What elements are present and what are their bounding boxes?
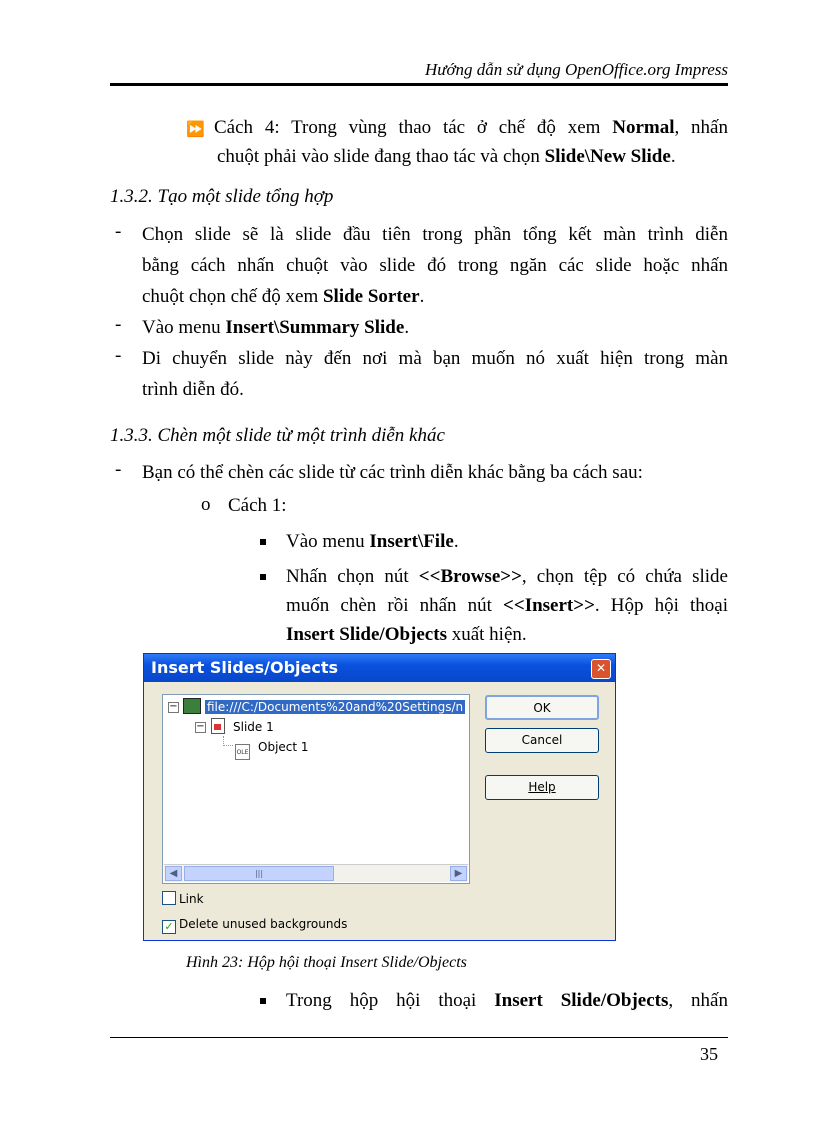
way1-label: Cách 1: [228,495,287,516]
section132-item1-line3: chuột chọn chế độ xem Slide Sorter. [142,286,425,307]
section132-item2: Vào menu Insert\Summary Slide. [142,317,410,338]
section-132-title: 1.3.2. Tạo một slide tổng hợp [110,186,334,207]
collapse-icon[interactable]: − [169,701,178,712]
dash-bullet: - [115,459,122,480]
step2-line3: Insert Slide/Objects xuất hiện. [286,624,527,645]
square-bullet-icon [260,539,266,545]
tree-object-node[interactable]: OLE Object 1 [235,738,309,756]
page-number: 35 [700,1044,718,1064]
tree-line [223,745,233,747]
dash-bullet: - [115,314,122,335]
ok-button[interactable]: OK [485,695,599,720]
way4-line1: Cách 4: Trong vùng thao tác ở chế độ xem Normal, nhấn [214,117,728,138]
step3-line: Trong hộp hội thoại Insert Slide/Objects, nhấn [286,990,728,1011]
square-bullet-icon [260,574,266,580]
page-header: Hướng dẫn sử dụng OpenOffice.org Impress [424,60,728,79]
section-133-title: 1.3.3. Chèn một slide từ một trình diễn khác [110,425,445,446]
section132-item3-line1: Di chuyển slide này đến nơi mà bạn muốn nó xuất hiện trong màn [142,348,728,369]
dash-bullet: - [115,345,122,366]
footer-rule [110,1037,728,1038]
close-icon[interactable]: ✕ [591,659,611,679]
link-option[interactable]: Link [162,891,204,907]
delete-unused-backgrounds-checkbox[interactable]: ✓ [162,920,176,934]
way4-line2: chuột phải vào slide đang thao tác và chọn Slide\New Slide. [217,146,676,167]
step2-line2: muốn chèn rồi nhấn nút <<Insert>>. Hộp hội thoại [286,595,728,616]
ole-object-icon: OLE [235,744,250,760]
tree-slide-node[interactable]: Slide 1 [211,718,274,736]
horizontal-scrollbar[interactable] [164,864,468,882]
square-bullet-icon [260,998,266,1004]
section133-intro: Bạn có thể chèn các slide từ các trình diễn khác bằng ba cách sau: [142,462,643,483]
dialog-titlebar [144,654,615,682]
scroll-right-icon[interactable]: ▶ [450,866,467,881]
collapse-icon[interactable]: − [196,721,205,732]
header-rule [110,83,728,86]
slide-icon [211,718,225,734]
dialog-title: Insert Slides/Objects [151,658,339,677]
figure-caption: Hình 23: Hộp hội thoại Insert Slide/Objects [186,954,467,971]
delete-unused-backgrounds-option[interactable]: ✓ Delete unused backgrounds [162,916,347,932]
dash-bullet: - [115,221,122,242]
help-button[interactable]: Help [485,775,599,800]
cancel-button[interactable]: Cancel [485,728,599,753]
tree-root-node[interactable]: file:///C:/Documents%20and%20Settings/n [183,698,465,716]
link-checkbox[interactable] [162,891,176,905]
circle-bullet-icon: o [201,494,211,515]
slide-tree[interactable] [162,694,470,884]
scroll-left-icon[interactable]: ◀ [165,866,182,881]
insert-slides-objects-dialog [143,653,616,941]
section132-item1-line2: bằng cách nhấn chuột vào slide đó trong ngăn các slide hoặc nhấn [142,255,728,276]
section132-item3-line2: trình diễn đó. [142,379,244,400]
step2-line1: Nhấn chọn nút <<Browse>>, chọn tệp có chứa slide [286,566,728,587]
double-arrow-icon: ⏩ [186,122,205,138]
step1: Vào menu Insert\File. [286,531,459,552]
scroll-thumb[interactable]: ||| [184,866,334,881]
section132-item1-line1: Chọn slide sẽ là slide đầu tiên trong phần tổng kết màn trình diễn [142,224,728,245]
document-icon [183,698,201,714]
